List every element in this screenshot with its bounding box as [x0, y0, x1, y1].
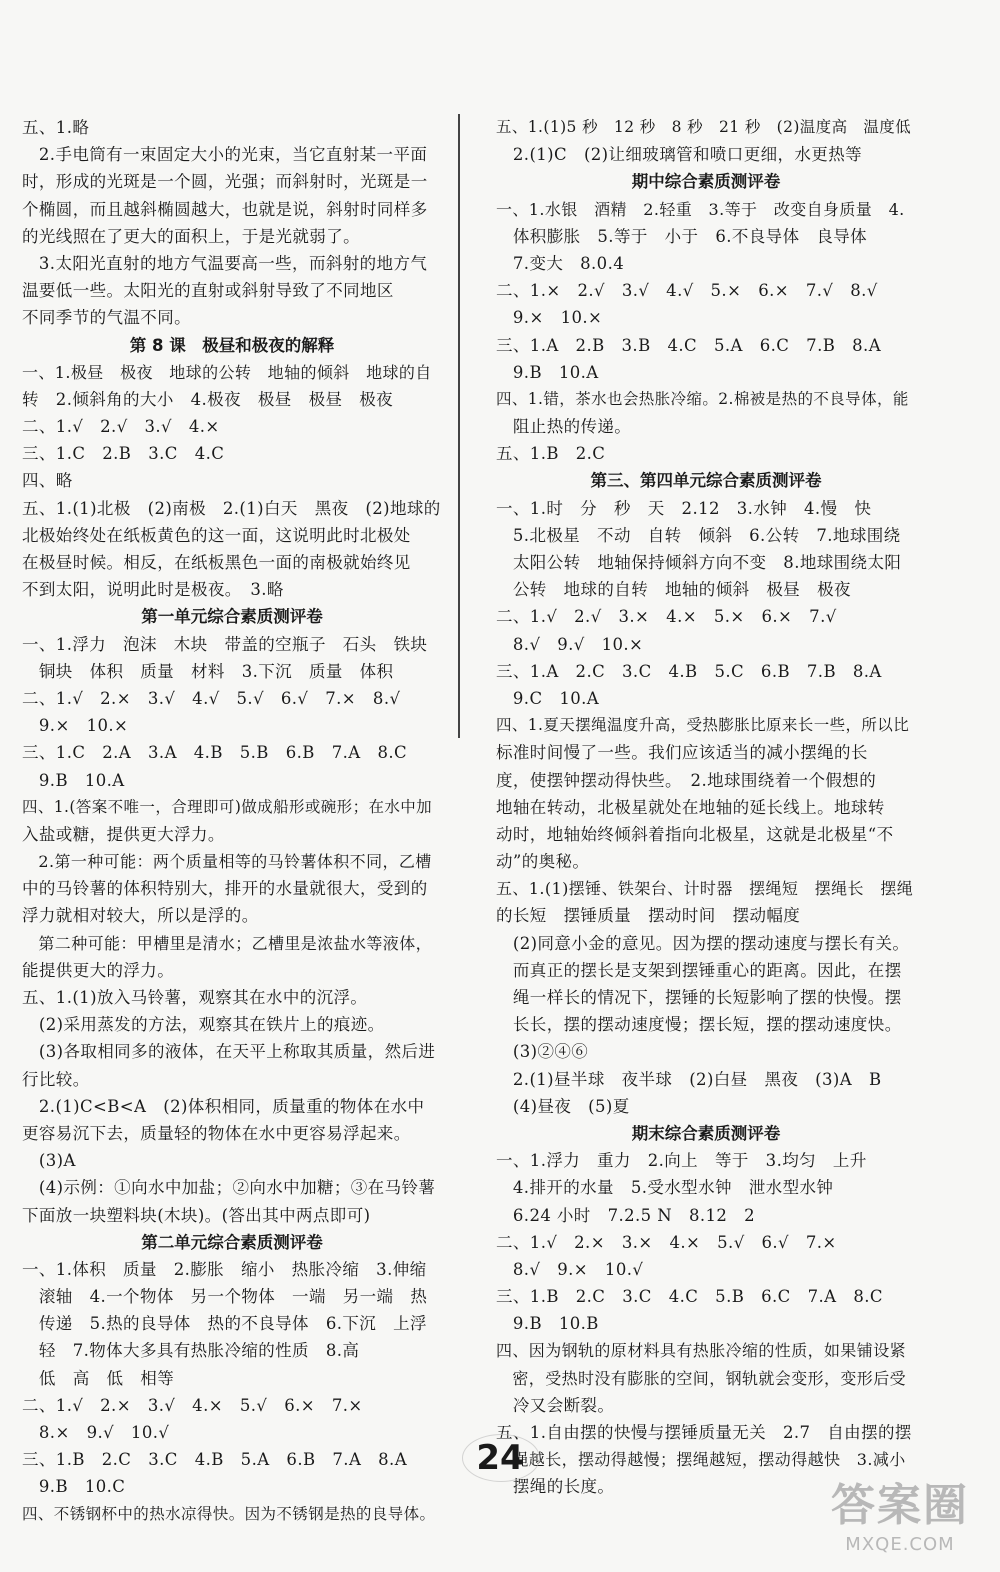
- answer-line: 二、1.× 2.√ 3.√ 4.√ 5.× 6.× 7.√ 8.√: [496, 281, 878, 301]
- answer-line: 9.B 10.B: [496, 1314, 599, 1334]
- answer-line: 时，形成的光斑是一个圆，光强；而斜射时，光斑是一: [22, 172, 428, 192]
- answer-line: 入盐或糖，提供更大浮力。: [22, 824, 225, 844]
- answer-line: 2.手电筒有一束固定大小的光束，当它直射某一平面: [22, 145, 428, 165]
- answer-line: 不同季节的气温不同。: [22, 308, 191, 328]
- answer-line: 二、1.√ 2.× 3.√ 4.× 5.√ 6.× 7.×: [22, 1395, 363, 1415]
- answer-line: 三、1.B 2.C 3.C 4.C 5.B 6.C 7.A 8.C: [496, 1287, 883, 1307]
- answer-line: 二、1.√ 2.× 3.√ 4.√ 5.√ 6.√ 7.× 8.√: [22, 688, 401, 708]
- answer-line: 三、1.C 2.A 3.A 4.B 5.B 6.B 7.A 8.C: [22, 743, 408, 763]
- answer-line: (4)示例：①向水中加盐；②向水中加糖；③在马铃薯: [22, 1178, 436, 1198]
- answer-line: 三、1.A 2.C 3.C 4.B 5.C 6.B 7.B 8.A: [496, 661, 882, 681]
- answer-line: 五、1.(1)放入马铃薯，观察其在水中的沉浮。: [22, 988, 368, 1007]
- answer-line: 2.(1)C (2)让细玻璃管和喷口更细，水更热等: [496, 145, 863, 165]
- answer-line: 阻止热的传递。: [496, 417, 632, 437]
- answer-line: 8.√ 9.× 10.√: [496, 1259, 644, 1279]
- answer-line: 行比较。: [22, 1069, 90, 1089]
- answer-line: 滚轴 4.一个物体 另一个物体 一端 另一端 热: [22, 1287, 428, 1307]
- answer-line: 的长短 摆锤质量 摆动时间 摆动幅度: [496, 906, 801, 926]
- answer-line: 9.B 10.A: [496, 362, 599, 382]
- answer-line: 体积膨胀 5.等于 小于 6.不良导体 良导体: [496, 226, 868, 246]
- answer-line: 三、1.A 2.B 3.B 4.C 5.A 6.C 7.B 8.A: [496, 335, 882, 355]
- answer-line: (2)采用蒸发的方法，观察其在铁片上的痕迹。: [22, 1015, 385, 1035]
- section-heading: 期中综合素质测评卷: [631, 172, 781, 192]
- answer-line: 下面放一块塑料块(木块)。(答出其中两点即可): [22, 1205, 371, 1225]
- answer-line: 地轴在转动，北极星就处在地轴的延长线上。地球转: [496, 797, 885, 817]
- answer-line: 一、1.浮力 泡沫 木块 带盖的空瓶子 石头 铁块: [22, 634, 428, 654]
- answer-line: 浮力就相对较大，所以是浮的。: [22, 906, 259, 926]
- answer-line: 北极始终处在纸板黄色的这一面，这说明此时北极处: [22, 525, 411, 545]
- answer-line: 7.变大 8.0.4: [496, 253, 625, 273]
- answer-line: 五、1.自由摆的快慢与摆锤质量无关 2.7 自由摆的摆: [496, 1423, 912, 1442]
- answer-line: 2.第一种可能：两个质量相等的马铃薯体积不同，乙槽: [22, 852, 432, 872]
- answer-line: 密，受热时没有膨胀的空间，钢轨就会变形，变形后受: [496, 1368, 907, 1388]
- answer-line: 在极昼时候。相反，在纸板黑色一面的南极就始终见: [22, 553, 411, 572]
- section-heading: 期末综合素质测评卷: [631, 1123, 781, 1143]
- answer-line: 6.24 小时 7.2.5 N 8.12 2: [496, 1205, 756, 1225]
- answer-line: 5.北极星 不动 自转 倾斜 6.公转 7.地球围绕: [496, 525, 901, 545]
- answer-line: 不到太阳，说明此时是极夜。 3.略: [22, 580, 284, 600]
- answer-line: 五、1.B 2.C: [496, 444, 606, 464]
- answer-line: 低 高 低 相等: [22, 1368, 175, 1388]
- answer-line: 三、1.B 2.C 3.C 4.B 5.A 6.B 7.A 8.A: [22, 1450, 408, 1470]
- answer-line: 8.√ 9.√ 10.×: [496, 634, 644, 654]
- answer-line: 度，使摆钟摆动得快些。 2.地球围绕着一个假想的: [496, 770, 877, 790]
- answer-line: 四、1.错，茶水也会热胀冷缩。2.棉被是热的不良导体，能: [496, 389, 909, 408]
- answer-line: 温要低一些。太阳光的直射或斜射导致了不同地区: [22, 281, 394, 301]
- answer-line: 二、1.√ 2.√ 3.× 4.× 5.× 6.× 7.√: [496, 607, 837, 627]
- answer-line: 动时，地轴始终倾斜着指向北极星，这就是北极星“不: [496, 824, 894, 844]
- answer-line: 第二种可能：甲槽里是清水；乙槽里是浓盐水等液体，: [22, 933, 433, 953]
- answer-line: 一、1.时 分 秒 天 2.12 3.水钟 4.慢 快: [496, 498, 872, 518]
- answer-line: 五、1.(1)北极 (2)南极 2.(1)白天 黑夜 (2)地球的: [22, 498, 441, 518]
- left-column: [22, 114, 442, 1528]
- answer-line: 9.× 10.×: [496, 308, 603, 328]
- watermark-url: MXQE.COM: [845, 1534, 955, 1555]
- answer-line: 四、略: [22, 471, 73, 491]
- answer-line: 二、1.√ 2.√ 3.√ 4.×: [22, 417, 220, 437]
- answer-line: 冷又会断裂。: [496, 1395, 615, 1415]
- answer-line: 传递 5.热的良导体 热的不良导体 6.下沉 上浮: [22, 1314, 427, 1334]
- answer-line: 绳越长，摆动得越慢；摆绳越短，摆动得越快 3.减小: [496, 1450, 906, 1470]
- answer-line: 更容易沉下去，质量轻的物体在水中更容易浮起来。: [22, 1123, 411, 1143]
- answer-line: 四、不锈钢杯中的热水凉得快。因为不锈钢是热的良导体。: [22, 1504, 436, 1523]
- answer-line: 一、1.极昼 极夜 地球的公转 地轴的倾斜 地球的自: [22, 362, 432, 382]
- answer-line: 能提供更大的浮力。: [22, 960, 175, 980]
- right-column: [496, 114, 916, 1501]
- answer-line: 摆绳的长度。: [496, 1477, 615, 1497]
- answer-line: 四、1.(答案不唯一，合理即可)做成船形或碗形；在水中加: [22, 797, 433, 816]
- answer-line: 9.B 10.C: [22, 1477, 126, 1497]
- answer-line: 轻 7.物体大多具有热胀冷缩的性质 8.高: [22, 1341, 360, 1361]
- answer-line: 五、1.(1)摆锤、铁架台、计时器 摆绳短 摆绳长 摆绳: [496, 879, 914, 899]
- answer-line: 太阳公转 地轴保持倾斜方向不变 8.地球围绕太阳: [496, 553, 902, 572]
- answer-line: 而真正的摆长是支架到摆锤重心的距离。因此，在摆: [496, 960, 902, 980]
- page-number: 24: [476, 1438, 524, 1478]
- answer-line: 四、1.夏天摆绳温度升高，受热膨胀比原来长一些，所以比: [496, 716, 910, 735]
- answer-line: 三、1.C 2.B 3.C 4.C: [22, 444, 225, 464]
- answer-line: 四、因为钢轨的原材料具有热胀冷缩的性质，如果铺设紧: [496, 1341, 907, 1361]
- answer-line: 9.× 10.×: [22, 716, 129, 736]
- watermark-text: 答案圈: [831, 1480, 969, 1531]
- answer-line: (3)②④⑥: [496, 1042, 589, 1062]
- answer-line: (4)昼夜 (5)夏: [496, 1096, 630, 1116]
- answer-line: 铜块 体积 质量 材料 3.下沉 质量 体积: [22, 661, 394, 681]
- answer-line: 3.太阳光直射的地方气温要高一些，而斜射的地方气: [22, 253, 428, 273]
- answer-line: (2)同意小金的意见。因为摆的摆动速度与摆长有关。: [496, 933, 910, 953]
- section-heading: 第一单元综合素质测评卷: [141, 607, 323, 627]
- answer-line: 9.C 10.A: [496, 688, 600, 708]
- answer-line: (3)各取相同多的液体，在天平上称取其质量，然后进: [22, 1042, 436, 1062]
- answer-line: 2.(1)昼半球 夜半球 (2)白昼 黑夜 (3)A B: [496, 1069, 882, 1089]
- answer-line: 8.× 9.√ 10.√: [22, 1423, 170, 1442]
- watermark-logo: [810, 1478, 990, 1568]
- answer-line: 个椭圆，而且越斜椭圆越大，也就是说，斜射时同样多: [22, 199, 428, 219]
- answer-line: 9.B 10.A: [22, 770, 125, 790]
- answer-line: 公转 地球的自转 地轴的倾斜 极昼 极夜: [496, 580, 851, 600]
- answer-line: 一、1.浮力 重力 2.向上 等于 3.均匀 上升: [496, 1151, 867, 1171]
- answer-line: 标准时间慢了一些。我们应该适当的减小摆绳的长: [496, 743, 868, 763]
- section-heading: 第二单元综合素质测评卷: [141, 1232, 323, 1252]
- answer-line: 五、1.略: [22, 118, 90, 137]
- answer-line: 一、1.体积 质量 2.膨胀 缩小 热胀冷缩 3.伸缩: [22, 1259, 427, 1279]
- answer-line: 转 2.倾斜角的大小 4.极夜 极昼 极昼 极夜: [22, 389, 394, 409]
- answer-line: 绳一样长的情况下，摆锤的长短影响了摆的快慢。摆: [496, 988, 902, 1007]
- answer-line: 4.排开的水量 5.受水型水钟 泄水型水钟: [496, 1178, 834, 1198]
- answer-line: (3)A: [22, 1151, 76, 1171]
- answer-line: 一、1.水银 酒精 2.轻重 3.等于 改变自身质量 4.: [496, 199, 905, 219]
- section-heading: 第三、第四单元综合素质测评卷: [590, 471, 822, 491]
- section-heading: 第 8 课 极昼和极夜的解释: [129, 335, 335, 355]
- answer-line: 五、1.(1)5 秒 12 秒 8 秒 21 秒 (2)温度高 温度低: [496, 118, 912, 136]
- answer-line: 长长，摆的摆动速度慢；摆长短，摆的摆动速度快。: [496, 1015, 902, 1035]
- answer-line: 2.(1)C<B<A (2)体积相同，质量重的物体在水中: [22, 1096, 425, 1116]
- answer-line: 二、1.√ 2.× 3.× 4.× 5.√ 6.√ 7.×: [496, 1232, 837, 1252]
- answer-line: 的光线照在了更大的面积上，于是光就弱了。: [22, 226, 360, 246]
- column-divider: [458, 114, 460, 738]
- answer-line: 动”的奥秘。: [496, 852, 590, 872]
- answer-line: 中的马铃薯的体积特别大，排开的水量就很大，受到的: [22, 879, 428, 899]
